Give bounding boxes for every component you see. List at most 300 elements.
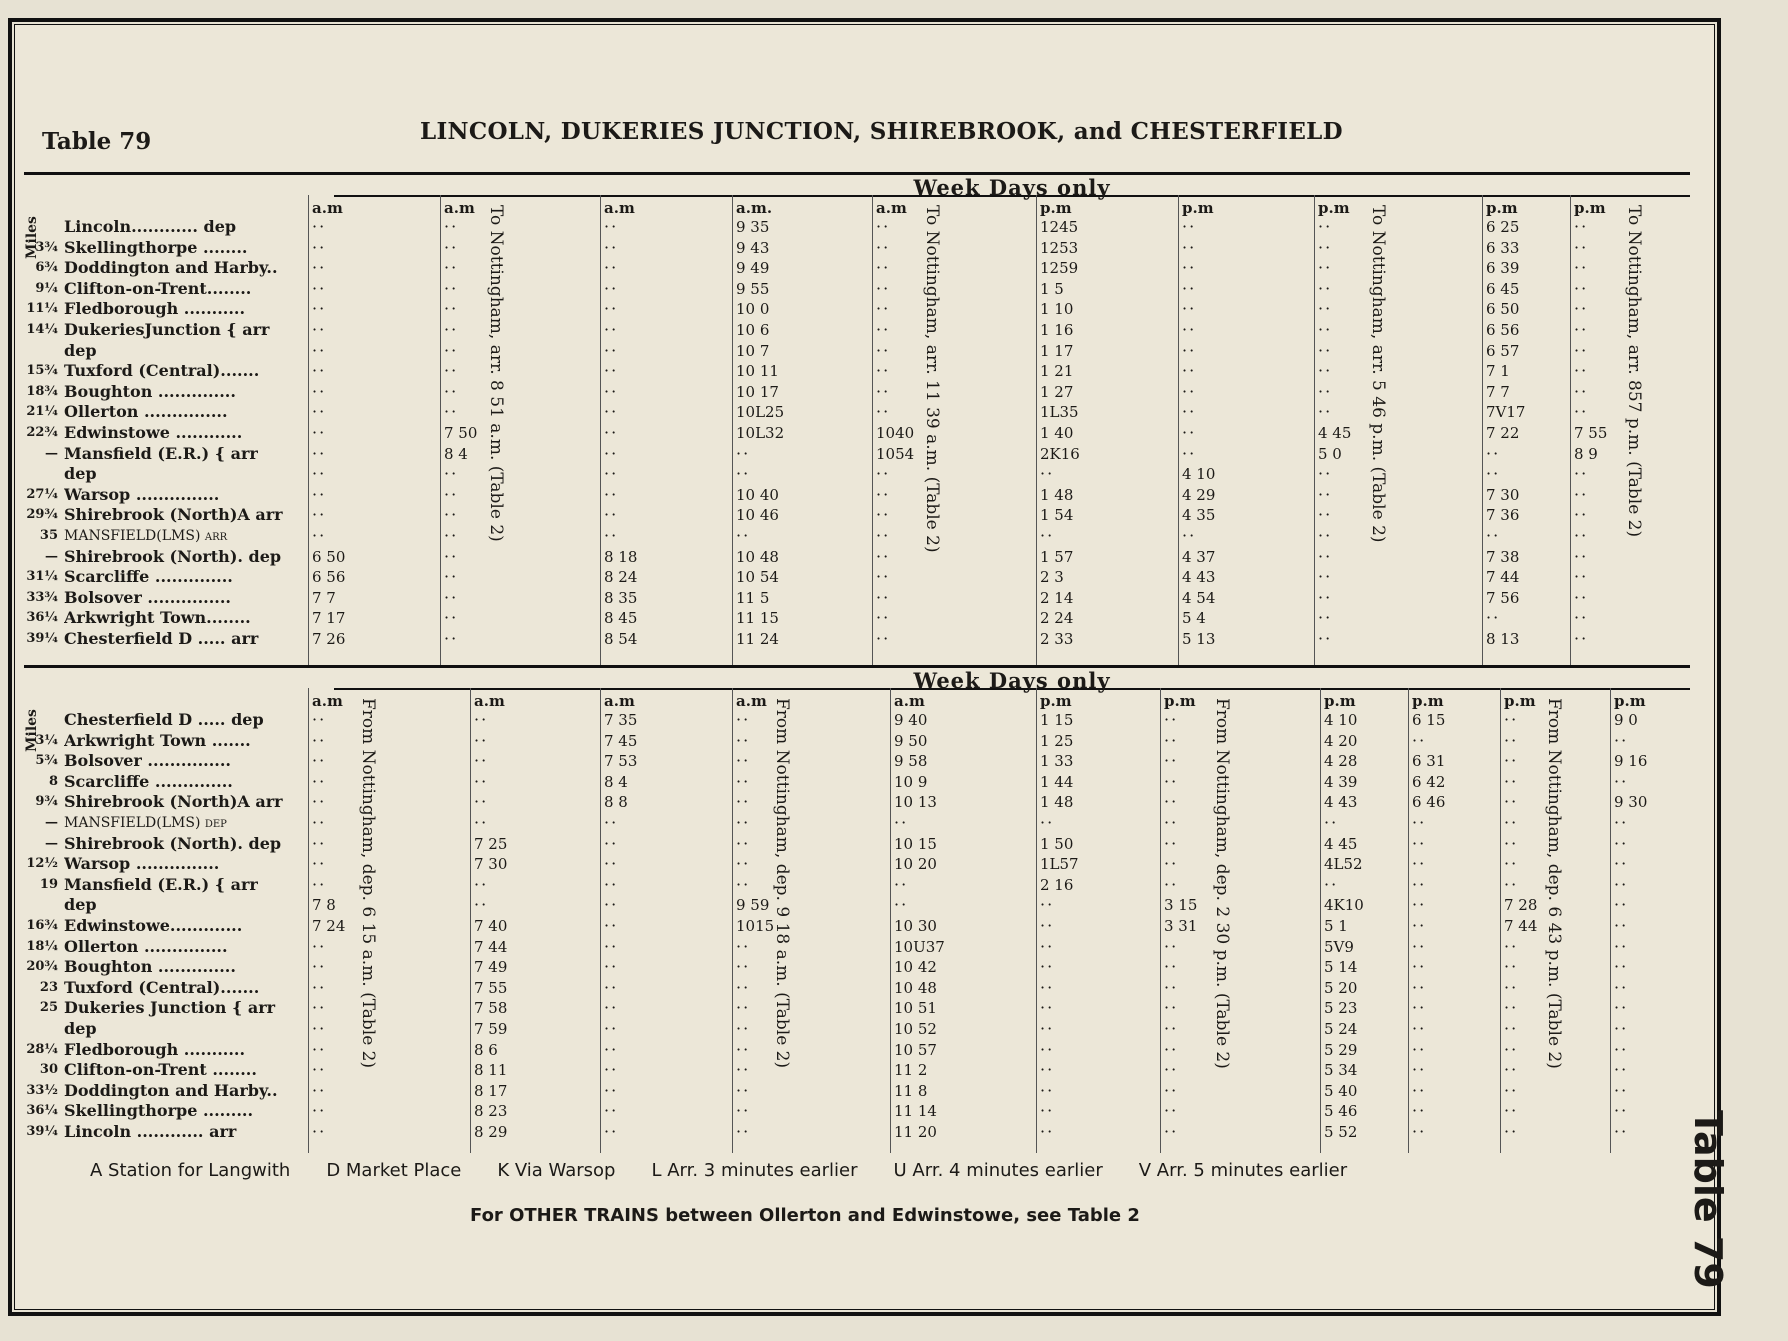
station-name: MANSFIELD(LMS) dep bbox=[64, 815, 227, 831]
empty-cell: ·· bbox=[604, 340, 619, 360]
empty-cell: ·· bbox=[604, 320, 619, 339]
empty-cell: ·· bbox=[1164, 771, 1179, 791]
empty-cell: ·· bbox=[876, 237, 891, 257]
station-name: Dukeries Junction { arr bbox=[64, 998, 276, 1018]
empty-cell: ·· bbox=[736, 1122, 751, 1141]
empty-cell: ·· bbox=[1486, 608, 1501, 628]
empty-cell: ·· bbox=[876, 278, 891, 298]
time-cell: 2 24 bbox=[1040, 609, 1074, 628]
empty-cell: ·· bbox=[604, 874, 619, 894]
time-cell: 1 10 bbox=[1040, 300, 1074, 319]
empty-cell: ·· bbox=[1504, 751, 1519, 771]
empty-cell: ·· bbox=[312, 977, 327, 997]
empty-cell: ·· bbox=[876, 361, 891, 381]
time-cell: 2 14 bbox=[1040, 588, 1074, 607]
empty-cell: ·· bbox=[876, 587, 891, 607]
empty-cell: ·· bbox=[444, 361, 459, 381]
timetable-row bbox=[24, 998, 1690, 1018]
station-name: Shirebrook (North). dep bbox=[64, 833, 282, 853]
time-cell: 8 24 bbox=[604, 568, 638, 587]
time-cell: 7 56 bbox=[1486, 588, 1520, 607]
miles-value: — bbox=[45, 835, 58, 851]
miles-value: 3¼ bbox=[35, 732, 58, 748]
empty-cell: ·· bbox=[312, 258, 327, 278]
miles-value: 22¾ bbox=[26, 425, 58, 440]
column-head: a.m bbox=[444, 199, 475, 217]
time-cell: 1 40 bbox=[1040, 424, 1074, 442]
empty-cell: ·· bbox=[736, 464, 751, 484]
footnote: K Via Warsop bbox=[497, 1160, 616, 1181]
empty-cell: ·· bbox=[604, 258, 619, 278]
time-cell: 4 45 bbox=[1324, 834, 1358, 853]
empty-cell: ·· bbox=[1164, 1080, 1179, 1100]
route-note: To Nottingham, arr. 8 51 a.m. (Table 2) bbox=[486, 205, 506, 542]
route-note: To Nottingham, arr. 11 39 a.m. (Table 2) bbox=[922, 205, 942, 553]
empty-cell: ·· bbox=[1040, 1101, 1055, 1121]
timetable-row bbox=[24, 567, 1690, 587]
empty-cell: ·· bbox=[604, 1101, 619, 1121]
time-cell: 4 37 bbox=[1182, 547, 1216, 566]
time-cell: 7 25 bbox=[474, 834, 508, 853]
empty-cell: ·· bbox=[1614, 1039, 1629, 1059]
empty-cell: ·· bbox=[444, 320, 459, 339]
route-note: From Nottingham, dep. 6 15 a.m. (Table 2) bbox=[358, 698, 378, 1069]
time-cell: 4 45 bbox=[1318, 424, 1352, 442]
miles-value: 18¾ bbox=[26, 383, 58, 399]
time-cell: 6 57 bbox=[1486, 341, 1520, 360]
empty-cell: ·· bbox=[312, 1019, 327, 1038]
empty-cell: ·· bbox=[444, 217, 459, 236]
timetable-row bbox=[24, 1040, 1690, 1060]
time-cell: 9 43 bbox=[736, 238, 770, 257]
time-cell: 6 42 bbox=[1412, 772, 1446, 791]
empty-cell: ·· bbox=[474, 895, 489, 915]
empty-cell: ·· bbox=[1164, 1122, 1179, 1141]
empty-cell: ·· bbox=[1614, 916, 1629, 935]
empty-cell: ·· bbox=[1412, 1039, 1427, 1059]
miles-value: 21¼ bbox=[26, 404, 58, 420]
empty-cell: ·· bbox=[736, 1101, 751, 1121]
empty-cell: ·· bbox=[444, 340, 459, 360]
time-cell: 10 51 bbox=[894, 999, 937, 1018]
time-cell: 11 8 bbox=[894, 1081, 928, 1100]
empty-cell: ·· bbox=[604, 484, 619, 504]
empty-cell: ·· bbox=[876, 340, 891, 360]
time-cell: 1 21 bbox=[1040, 362, 1074, 381]
station-name: Skellingthorpe ......... bbox=[64, 1101, 254, 1121]
station-name: Scarcliffe .............. bbox=[64, 567, 233, 587]
side-table-label: Table 79 bbox=[1686, 1110, 1730, 1289]
empty-cell: ·· bbox=[1040, 813, 1055, 832]
time-cell: 9 58 bbox=[894, 752, 928, 771]
empty-cell: ·· bbox=[604, 977, 619, 997]
miles-value: 6¾ bbox=[35, 260, 58, 276]
time-cell: 10L25 bbox=[736, 403, 785, 422]
miles-value: — bbox=[45, 548, 58, 564]
empty-cell: ·· bbox=[1318, 464, 1333, 484]
timetable-row bbox=[24, 547, 1690, 567]
empty-cell: ·· bbox=[444, 484, 459, 504]
timetable-row bbox=[24, 423, 1690, 443]
timetable-row bbox=[24, 505, 1690, 525]
empty-cell: ·· bbox=[604, 833, 619, 853]
time-cell: 10 11 bbox=[736, 362, 779, 381]
empty-cell: ·· bbox=[1164, 751, 1179, 771]
timetable-row bbox=[24, 1122, 1690, 1142]
time-cell: 6 31 bbox=[1412, 752, 1446, 771]
empty-cell: ·· bbox=[736, 730, 751, 750]
time-cell: 7 35 bbox=[604, 711, 638, 729]
empty-cell: ·· bbox=[604, 217, 619, 236]
empty-cell: ·· bbox=[1318, 402, 1333, 422]
empty-cell: ·· bbox=[1318, 340, 1333, 360]
empty-cell: ·· bbox=[604, 464, 619, 484]
empty-cell: ·· bbox=[1040, 895, 1055, 915]
time-cell: 11 15 bbox=[736, 609, 779, 628]
empty-cell: ·· bbox=[1504, 1039, 1519, 1059]
empty-cell: ·· bbox=[604, 1060, 619, 1080]
station-name: MANSFIELD(LMS) arr bbox=[64, 528, 228, 544]
empty-cell: ·· bbox=[1504, 710, 1519, 729]
column-head: a.m bbox=[312, 692, 343, 710]
timetable-row bbox=[24, 341, 1690, 361]
empty-cell: ·· bbox=[312, 854, 327, 874]
timetable-row bbox=[24, 464, 1690, 484]
time-cell: 7 30 bbox=[474, 855, 508, 874]
empty-cell: ·· bbox=[1614, 730, 1629, 750]
empty-cell: ·· bbox=[312, 217, 327, 236]
empty-cell: ·· bbox=[736, 998, 751, 1018]
empty-cell: ·· bbox=[604, 423, 619, 442]
miles-value: 20¾ bbox=[26, 959, 58, 975]
empty-cell: ·· bbox=[1412, 1080, 1427, 1100]
time-cell: 10 0 bbox=[736, 300, 770, 319]
time-cell: 8 13 bbox=[1486, 630, 1520, 648]
column-head: p.m bbox=[1412, 692, 1444, 710]
timetable-row bbox=[24, 320, 1690, 340]
empty-cell: ·· bbox=[1614, 1101, 1629, 1121]
time-cell: 8 11 bbox=[474, 1061, 508, 1080]
empty-cell: ·· bbox=[1504, 1060, 1519, 1080]
station-name: Mansfield (E.R.) { arr bbox=[64, 874, 258, 894]
down-timetable bbox=[24, 665, 1690, 1153]
empty-cell: ·· bbox=[444, 402, 459, 422]
column-head: p.m bbox=[1574, 199, 1606, 217]
empty-cell: ·· bbox=[1614, 957, 1629, 977]
time-cell: 1L35 bbox=[1040, 403, 1079, 422]
empty-cell: ·· bbox=[1614, 998, 1629, 1018]
empty-cell: ·· bbox=[312, 1039, 327, 1059]
time-cell: 1040 bbox=[876, 424, 915, 442]
empty-cell: ·· bbox=[1040, 957, 1055, 977]
station-name: Lincoln............ dep bbox=[64, 217, 237, 236]
station-name: Lincoln ............ arr bbox=[64, 1122, 237, 1141]
up-band-label: Week Days only bbox=[334, 175, 1690, 197]
time-cell: 7V17 bbox=[1486, 403, 1526, 422]
time-cell: 5 40 bbox=[1324, 1081, 1358, 1100]
timetable-row bbox=[24, 1019, 1690, 1039]
empty-cell: ·· bbox=[604, 1019, 619, 1038]
empty-cell: ·· bbox=[1324, 874, 1339, 894]
empty-cell: ·· bbox=[312, 361, 327, 381]
time-cell: 4 54 bbox=[1182, 588, 1216, 607]
time-cell: 1L57 bbox=[1040, 855, 1079, 874]
time-cell: 6 33 bbox=[1486, 238, 1520, 257]
empty-cell: ·· bbox=[1164, 1060, 1179, 1080]
miles-value: 33¾ bbox=[26, 589, 58, 605]
time-cell: 4 10 bbox=[1182, 465, 1216, 484]
empty-cell: ·· bbox=[1318, 567, 1333, 587]
empty-cell: ·· bbox=[1182, 381, 1197, 401]
time-cell: 10 57 bbox=[894, 1040, 937, 1059]
empty-cell: ·· bbox=[1412, 936, 1427, 956]
station-name: Shirebrook (North)A arr bbox=[64, 505, 283, 525]
column-head: p.m bbox=[1504, 692, 1536, 710]
empty-cell: ·· bbox=[312, 813, 327, 832]
time-cell: 7 45 bbox=[604, 731, 638, 750]
time-cell: 1253 bbox=[1040, 238, 1079, 257]
time-cell: 7 30 bbox=[1486, 485, 1520, 504]
column-head: a.m bbox=[876, 199, 907, 217]
station-name: Arkwright Town ....... bbox=[64, 730, 251, 750]
time-cell: 8 45 bbox=[604, 609, 638, 628]
empty-cell: ·· bbox=[1504, 1019, 1519, 1038]
time-cell: 10 40 bbox=[736, 485, 779, 504]
time-cell: 1 48 bbox=[1040, 793, 1074, 812]
empty-cell: ·· bbox=[1040, 526, 1055, 545]
time-cell: 9 50 bbox=[894, 731, 928, 750]
column-head: a.m bbox=[736, 692, 767, 710]
time-cell: 3 15 bbox=[1164, 896, 1198, 915]
empty-cell: ·· bbox=[876, 526, 891, 545]
time-cell: 8 29 bbox=[474, 1123, 508, 1141]
timetable-row bbox=[24, 937, 1690, 957]
empty-cell: ·· bbox=[1504, 854, 1519, 874]
empty-cell: ·· bbox=[604, 361, 619, 381]
empty-cell: ·· bbox=[1318, 278, 1333, 298]
timetable-row bbox=[24, 916, 1690, 936]
empty-cell: ·· bbox=[1574, 608, 1589, 628]
empty-cell: ·· bbox=[736, 1060, 751, 1080]
time-cell: 4 43 bbox=[1182, 568, 1216, 587]
empty-cell: ·· bbox=[894, 895, 909, 915]
empty-cell: ·· bbox=[312, 464, 327, 484]
time-cell: 10 13 bbox=[894, 793, 937, 812]
miles-value: 3¾ bbox=[35, 239, 58, 255]
empty-cell: ·· bbox=[312, 443, 327, 463]
timetable-row bbox=[24, 402, 1690, 422]
empty-cell: ·· bbox=[312, 1060, 327, 1080]
empty-cell: ·· bbox=[876, 299, 891, 319]
time-cell: 6 56 bbox=[1486, 321, 1520, 339]
miles-value: 39¼ bbox=[26, 631, 58, 646]
time-cell: 7 40 bbox=[474, 917, 508, 935]
time-cell: 7 26 bbox=[312, 630, 346, 648]
time-cell: 11 24 bbox=[736, 630, 779, 648]
empty-cell: ·· bbox=[1574, 237, 1589, 257]
empty-cell: ·· bbox=[312, 771, 327, 791]
empty-cell: ·· bbox=[1318, 381, 1333, 401]
miles-value: 27¼ bbox=[26, 486, 58, 502]
empty-cell: ·· bbox=[876, 217, 891, 236]
time-cell: 1 54 bbox=[1040, 506, 1074, 525]
empty-cell: ·· bbox=[1164, 874, 1179, 894]
miles-value: 36¼ bbox=[26, 1103, 58, 1119]
time-cell: 5 34 bbox=[1324, 1061, 1358, 1080]
timetable-row bbox=[24, 629, 1690, 649]
empty-cell: ·· bbox=[312, 730, 327, 750]
station-name: Mansfield (E.R.) { arr bbox=[64, 443, 258, 463]
empty-cell: ·· bbox=[1040, 977, 1055, 997]
empty-cell: ·· bbox=[1318, 629, 1333, 648]
empty-cell: ·· bbox=[1318, 258, 1333, 278]
empty-cell: ·· bbox=[1504, 792, 1519, 812]
empty-cell: ·· bbox=[604, 957, 619, 977]
empty-cell: ·· bbox=[894, 813, 909, 832]
down-miles-header: Miles bbox=[24, 709, 40, 752]
up-timetable bbox=[24, 172, 1690, 665]
station-name: Tuxford (Central)....... bbox=[64, 361, 260, 381]
time-cell: 10 30 bbox=[894, 917, 937, 935]
empty-cell: ·· bbox=[1318, 237, 1333, 257]
time-cell: 1 57 bbox=[1040, 547, 1074, 566]
empty-cell: ·· bbox=[1164, 854, 1179, 874]
column-head: p.m bbox=[1040, 692, 1072, 710]
timetable-row bbox=[24, 382, 1690, 402]
time-cell: 7 36 bbox=[1486, 506, 1520, 525]
station-name: Shirebrook (North)A arr bbox=[64, 792, 283, 812]
empty-cell: ·· bbox=[1182, 278, 1197, 298]
footnote: L Arr. 3 minutes earlier bbox=[651, 1160, 858, 1181]
empty-cell: ·· bbox=[312, 792, 327, 812]
station-name: Tuxford (Central)....... bbox=[64, 977, 260, 997]
station-name: Bolsover ............... bbox=[64, 587, 231, 607]
empty-cell: ·· bbox=[1318, 526, 1333, 545]
empty-cell: ·· bbox=[474, 730, 489, 750]
empty-cell: ·· bbox=[1318, 299, 1333, 319]
column-head: a.m. bbox=[736, 199, 773, 217]
time-cell: 7 59 bbox=[474, 1020, 508, 1038]
time-cell: 10 17 bbox=[736, 382, 779, 401]
route-note: From Nottingham, dep. 6 43 p.m. (Table 2) bbox=[1544, 698, 1564, 1069]
miles-value: 8 bbox=[48, 773, 58, 789]
empty-cell: ·· bbox=[736, 854, 751, 874]
station-name: Warsop ............... bbox=[64, 854, 220, 874]
empty-cell: ·· bbox=[604, 505, 619, 525]
empty-cell: ·· bbox=[1504, 998, 1519, 1018]
time-cell: 1 15 bbox=[1040, 711, 1074, 729]
empty-cell: ·· bbox=[1614, 1060, 1629, 1080]
time-cell: 9 40 bbox=[894, 711, 928, 729]
station-name: Fledborough ........... bbox=[64, 299, 246, 319]
empty-cell: ·· bbox=[474, 751, 489, 771]
empty-cell: ·· bbox=[474, 813, 489, 832]
empty-cell: ·· bbox=[312, 936, 327, 956]
empty-cell: ·· bbox=[894, 874, 909, 894]
empty-cell: ·· bbox=[1318, 546, 1333, 566]
time-cell: 7 22 bbox=[1486, 424, 1520, 442]
empty-cell: ·· bbox=[444, 546, 459, 566]
empty-cell: ·· bbox=[604, 813, 619, 832]
empty-cell: ·· bbox=[876, 258, 891, 278]
empty-cell: ·· bbox=[1164, 936, 1179, 956]
empty-cell: ·· bbox=[1486, 443, 1501, 463]
empty-cell: ·· bbox=[1574, 505, 1589, 525]
timetable-row bbox=[24, 485, 1690, 505]
empty-cell: ·· bbox=[312, 381, 327, 401]
time-cell: 5 0 bbox=[1318, 444, 1342, 463]
time-cell: 1 27 bbox=[1040, 382, 1074, 401]
time-cell: 4L52 bbox=[1324, 855, 1363, 874]
column-head: a.m bbox=[312, 199, 343, 217]
empty-cell: ·· bbox=[736, 1080, 751, 1100]
empty-cell: ·· bbox=[1182, 361, 1197, 381]
timetable-row bbox=[24, 772, 1690, 792]
empty-cell: ·· bbox=[1504, 874, 1519, 894]
miles-value: 15¾ bbox=[26, 363, 58, 379]
empty-cell: ·· bbox=[444, 258, 459, 278]
miles-value: 23 bbox=[39, 979, 58, 995]
empty-cell: ·· bbox=[1574, 299, 1589, 319]
station-name: Chesterfield D ..... arr bbox=[64, 629, 259, 648]
station-name: Bolsover ............... bbox=[64, 751, 231, 771]
empty-cell: ·· bbox=[736, 751, 751, 771]
column-head: p.m bbox=[1324, 692, 1356, 710]
column-head: p.m bbox=[1318, 199, 1350, 217]
time-cell: 8 23 bbox=[474, 1102, 508, 1121]
station-name: Scarcliffe .............. bbox=[64, 771, 233, 791]
empty-cell: ·· bbox=[736, 936, 751, 956]
miles-value: 5¾ bbox=[35, 753, 58, 769]
column-head: p.m bbox=[1040, 199, 1072, 217]
empty-cell: ·· bbox=[1574, 340, 1589, 360]
miles-value: — bbox=[45, 445, 58, 461]
timetable-row bbox=[24, 588, 1690, 608]
empty-cell: ·· bbox=[604, 936, 619, 956]
time-cell: 10 15 bbox=[894, 834, 937, 853]
time-cell: 10 6 bbox=[736, 321, 770, 339]
empty-cell: ·· bbox=[444, 381, 459, 401]
empty-cell: ·· bbox=[1412, 1122, 1427, 1141]
empty-cell: ·· bbox=[1040, 1122, 1055, 1141]
timetable-row bbox=[24, 978, 1690, 998]
time-cell: 5 4 bbox=[1182, 609, 1206, 628]
timetable-row bbox=[24, 238, 1690, 258]
empty-cell: ·· bbox=[312, 998, 327, 1018]
empty-cell: ·· bbox=[1318, 608, 1333, 628]
empty-cell: ·· bbox=[1040, 1019, 1055, 1038]
empty-cell: ·· bbox=[1486, 464, 1501, 484]
empty-cell: ·· bbox=[1164, 1039, 1179, 1059]
empty-cell: ·· bbox=[1504, 771, 1519, 791]
timetable-row bbox=[24, 731, 1690, 751]
time-cell: 6 15 bbox=[1412, 711, 1446, 729]
empty-cell: ·· bbox=[1164, 1101, 1179, 1121]
empty-cell: ·· bbox=[1504, 813, 1519, 832]
time-cell: 7 50 bbox=[444, 424, 478, 442]
empty-cell: ·· bbox=[1614, 874, 1629, 894]
empty-cell: ·· bbox=[1164, 710, 1179, 729]
empty-cell: ·· bbox=[604, 237, 619, 257]
time-cell: 5 20 bbox=[1324, 978, 1358, 997]
empty-cell: ·· bbox=[1164, 792, 1179, 812]
empty-cell: ·· bbox=[736, 710, 751, 729]
time-cell: 1259 bbox=[1040, 259, 1079, 278]
empty-cell: ·· bbox=[312, 710, 327, 729]
empty-cell: ·· bbox=[876, 381, 891, 401]
empty-cell: ·· bbox=[604, 895, 619, 915]
miles-value: 35 bbox=[39, 528, 58, 543]
